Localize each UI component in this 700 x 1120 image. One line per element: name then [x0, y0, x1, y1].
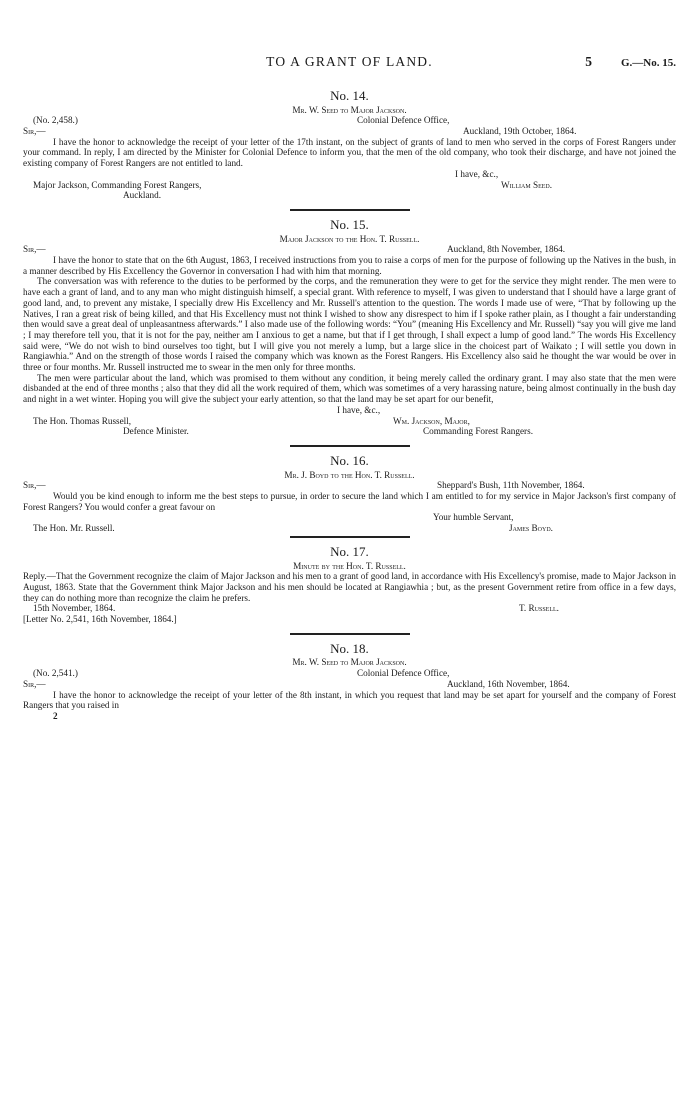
section-divider	[290, 536, 410, 538]
letter-no-14	[23, 88, 676, 201]
letter-paragraph: The men were particular about the land, which was promised to them without any condition, it being merely called the ordinary grant. I may also state that the men were disbanded at the end of three months ; also that they did all the work required of them, which was sometimes of a very harassing nature, being almost continually in the bush day and night in a wet winter. Hoping you will give the subject your early attention, so that the land may be set apart for our benefit,	[23, 372, 676, 405]
letter-date: Sheppard's Bush, 11th November, 1864.	[437, 480, 585, 491]
letter-date: Auckland, 19th October, 1864.	[463, 126, 577, 137]
letter-reference-note: [Letter No. 2,541, 16th November, 1864.]	[23, 614, 177, 625]
signature: James Boyd.	[509, 523, 553, 534]
letter-heading: Mr. J. Boyd to the Hon. T. Russell.	[284, 469, 415, 480]
signature: T. Russell.	[519, 603, 559, 614]
letter-no-15	[23, 216, 676, 437]
salutation: Sir,—	[23, 480, 46, 491]
signature-mark: 2	[53, 710, 58, 721]
letter-number: No. 15.	[330, 216, 369, 232]
salutation: Sir,—	[23, 244, 46, 255]
letter-reference: (No. 2,458.)	[33, 115, 78, 126]
addressee: The Hon. Thomas Russell,	[33, 415, 132, 426]
letter-heading: Major Jackson to the Hon. T. Russell.	[279, 233, 420, 244]
signature: William Seed.	[501, 179, 553, 190]
letter-number: No. 14.	[330, 88, 369, 103]
letter-date: Auckland, 8th November, 1864.	[447, 244, 566, 255]
section-divider	[290, 633, 410, 635]
letter-date: Auckland, 16th November, 1864.	[447, 678, 570, 689]
letter-body: I have the honor to acknowledge the receipt of your letter of the 8th instant, in which you request that land may be set apart for yourself and the company of Forest Rangers that you raised in	[23, 689, 676, 711]
addressee: The Hon. Mr. Russell.	[33, 523, 115, 534]
letter-paragraph: The conversation was with reference to the duties to be performed by the corps, and the remuneration they were to get for the service they might render. The men were to have each a grant of land, and to any man who might distinguish himself, a special grant. With reference to myself, I was given to understand that I should have a large grant of good land, and, to prevent any mistake, I specially drew His Excellency and Mr. Russell's attention to the question. The words I made use of were, “That by following up the Natives, I ran a great risk of being killed, and that His Excellency must not think I wished to show any disrespect to him if I spoke rather plain, as I thought a fair understanding then would save a great deal of unpleasantness afterwards.” I also made use of the following words: “You” (meaning His Excellency and Mr. Russell) “say you will give me land ; I may therefore tell you, that it is not for the pay, neither am I anxious to get a name, but that if I get through, I shall expect a lump of good land.” The words His Excellency said were, “We do not wish to bind ourselves too tight, but I will give you not merely a lump, but a large slice in the choicest part of Waikato ; I will settle you down in Rangiawhia.” And on the strength of those words I raised the company which was known as the Forest Rangers. His Excellency also said he thought the war would be over in three or four months. Mr. Russell instructed me to swear in the men only for three months.	[23, 276, 676, 373]
closing: I have, &c.,	[337, 404, 381, 415]
letter-paragraph: I have the honor to state that on the 6th August, 1863, I received instructions from you to raise a corps of men for the purpose of following up the Natives in the bush, in a manner described by His Excellency the Governor in conversation I had with him that morning.	[23, 255, 676, 276]
letter-no-17	[23, 543, 676, 625]
addressee: Major Jackson, Commanding Forest Rangers,	[33, 179, 202, 190]
addressee-title: Defence Minister.	[123, 426, 189, 437]
letter-body: Would you be kind enough to inform me the best steps to pursue, in order to secure the land which I am entitled to for my service in Major Jackson's first company of Forest Rangers? You would confer a great favour on	[23, 491, 676, 512]
section-divider	[290, 445, 410, 447]
page-header	[23, 0, 676, 69]
closing: Your humble Servant,	[433, 512, 514, 523]
minute-body: Reply.—That the Government recognize the claim of Major Jackson and his men to a grant of good land, in accordance with His Excellency's promise, made to Major Jackson in August, 1863. State that the Government think Major Jackson and his men should be located at Rangiawhia ; but, as the present Government retire from office in a few days, they can do nothing more than recognize the claim he prefers.	[23, 571, 676, 603]
office-name: Colonial Defence Office,	[357, 115, 450, 126]
section-divider	[290, 209, 410, 211]
letter-no-16	[23, 452, 676, 534]
signature: Wm. Jackson, Major,	[393, 415, 470, 426]
closing: I have, &c.,	[455, 168, 499, 179]
signature-title: Commanding Forest Rangers.	[423, 426, 533, 437]
letter-heading: Mr. W. Seed to Major Jackson.	[292, 657, 407, 668]
letter-number: No. 18.	[330, 640, 369, 656]
salutation: Sir,—	[23, 678, 46, 689]
letter-number: No. 17.	[330, 543, 369, 559]
letter-heading: Mr. W. Seed to Major Jackson.	[292, 104, 407, 115]
salutation: Sir,—	[23, 126, 46, 137]
page-number: 5	[585, 54, 592, 69]
letter-reference: (No. 2,541.)	[33, 668, 78, 679]
minute-date: 15th November, 1864.	[33, 603, 116, 614]
letter-body: I have the honor to acknowledge the receipt of your letter of the 17th instant, on the subject of grants of land to men who served in the corps of Forest Rangers under your command. In reply, I am directed by the Minister for Colonial Defence to inform you, that the men of the old company, who took their discharge, and have not joined the existing company of Forest Rangers are not entitled to land.	[23, 136, 676, 169]
addressee-place: Auckland.	[123, 190, 162, 201]
parliamentary-reference: G.—No. 15.	[621, 57, 676, 69]
office-name: Colonial Defence Office,	[357, 668, 450, 679]
running-title: TO A GRANT OF LAND.	[266, 54, 433, 69]
letter-heading: Minute by the Hon. T. Russell.	[293, 560, 406, 571]
letter-no-18	[23, 640, 676, 722]
letter-number: No. 16.	[330, 452, 369, 468]
